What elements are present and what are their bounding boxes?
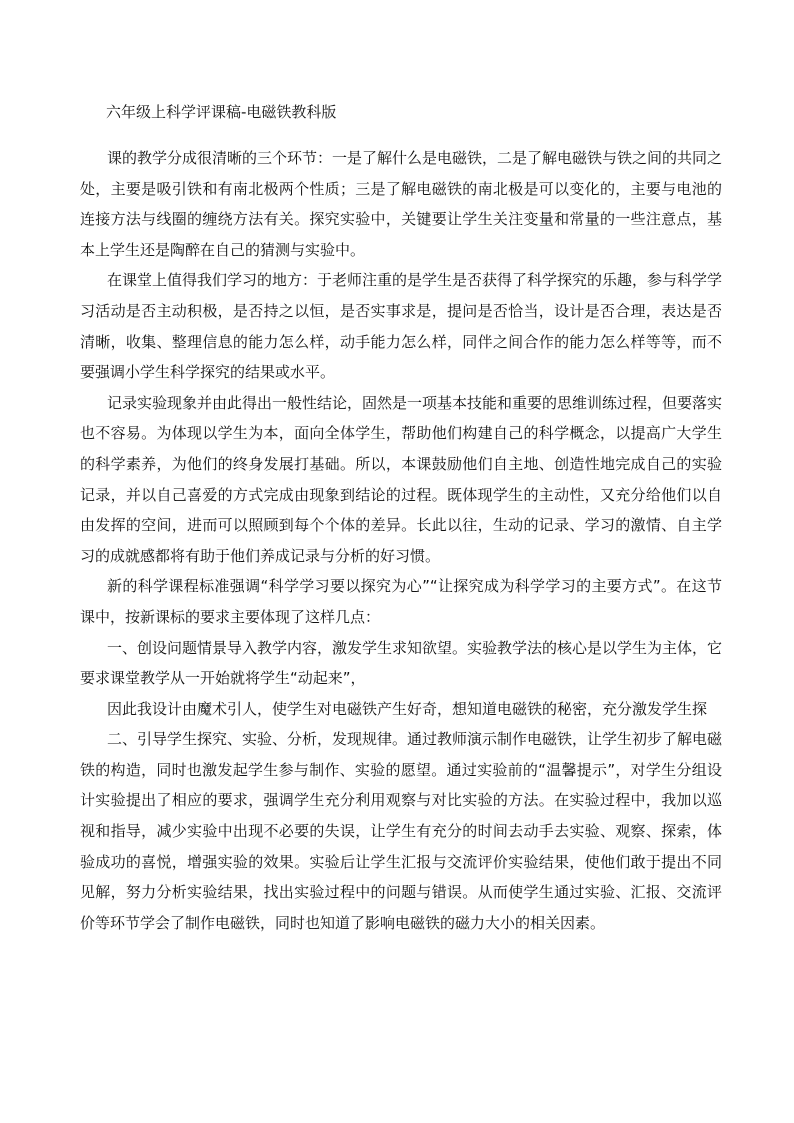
paragraph-6: 因此我设计由魔术引人，使学生对电磁铁产生好奇，想知道电磁铁的秘密，充分激发学生探 [107,699,708,718]
paragraph-2: 在课堂上值得我们学习的地方：于老师注重的是学生是否获得了科学探究的乐趣，参与科学学习活动是否主动积极，是否持之以恒，是否实事求是，提问是否恰当，设计是否合理，表达是否清晰，收集、整理信息的能力怎么样，动手能力怎么样，同伴之间合作的能力怎么样等等，而不要强调小学生科学探究的结果或水平。 [80,271,723,382]
paragraph-4: 新的科学课程标准强调“科学学习要以探究为心”“让探究成为科学学习的主要方式”。在这节课中，按新课标的要求主要体现了这样几点： [80,577,722,626]
paragraph-1: 课的教学分成很清晰的三个环节：一是了解什么是电磁铁，二是了解电磁铁与铁之间的共同之处，主要是吸引铁和有南北极两个性质；三是了解电磁铁的南北极是可以变化的，主要与电池的连接方法与线圈的缠绕方法有关。探究实验中，关键要让学生关注变量和常量的一些注意点，基本上学生还是陶醉在自己的猜测与实验中。 [80,149,723,259]
document-title: 六年级上科学评课稿-电磁铁教科版 [106,103,337,121]
paragraph-3: 记录实验现象并由此得出一般性结论，固然是一项基本技能和重要的思维训练过程，但要落实也不容易。为体现以学生为本，面向全体学生，帮助他们构建自己的科学概念，以提高广大学生的科学素养，为他们的终身发展打基础。所以，本课鼓励他们自主地、创造性地完成自己的实验记录，并以自己喜爱的方式完成由现象到结论的过程。既体现学生的主动性，又充分给他们以自由发挥的空间，进而可以照顾到每个个体的差异。长此以往，生动的记录、学习的激情、自主学习的成就感都将有助于他们养成记录与分析的好习惯。 [80,393,723,565]
paragraph-5: 一、创设问题情景导入教学内容，激发学生求知欲望。实验教学法的核心是以学生为主体，它要求课堂教学从一开始就将学生“动起来”， [80,638,723,688]
document-body [80,101,722,938]
paragraph-7: 二、引导学生探究、实验、分析，发现规律。通过教师演示制作电磁铁，让学生初步了解电磁铁的构造，同时也激发起学生参与制作、实验的愿望。通过实验前的“温馨提示”，对学生分组设计实验提出了相应的要求，强调学生充分利用观察与对比实验的方法。在实验过程中，我加以巡视和指导，减少实验中出现不必要的失误，让学生有充分的时间去动手去实验、观察、探索，体验成功的喜悦，增强实验的效果。实验后让学生汇报与交流评价实验结果，使他们敢于提出不同见解，努力分析实验结果，找出实验过程中的问题与错误。从而使学生通过实验、汇报、交流评价等环节学会了制作电磁铁，同时也知道了影响电磁铁的磁力大小的相关因素。 [80,730,723,932]
